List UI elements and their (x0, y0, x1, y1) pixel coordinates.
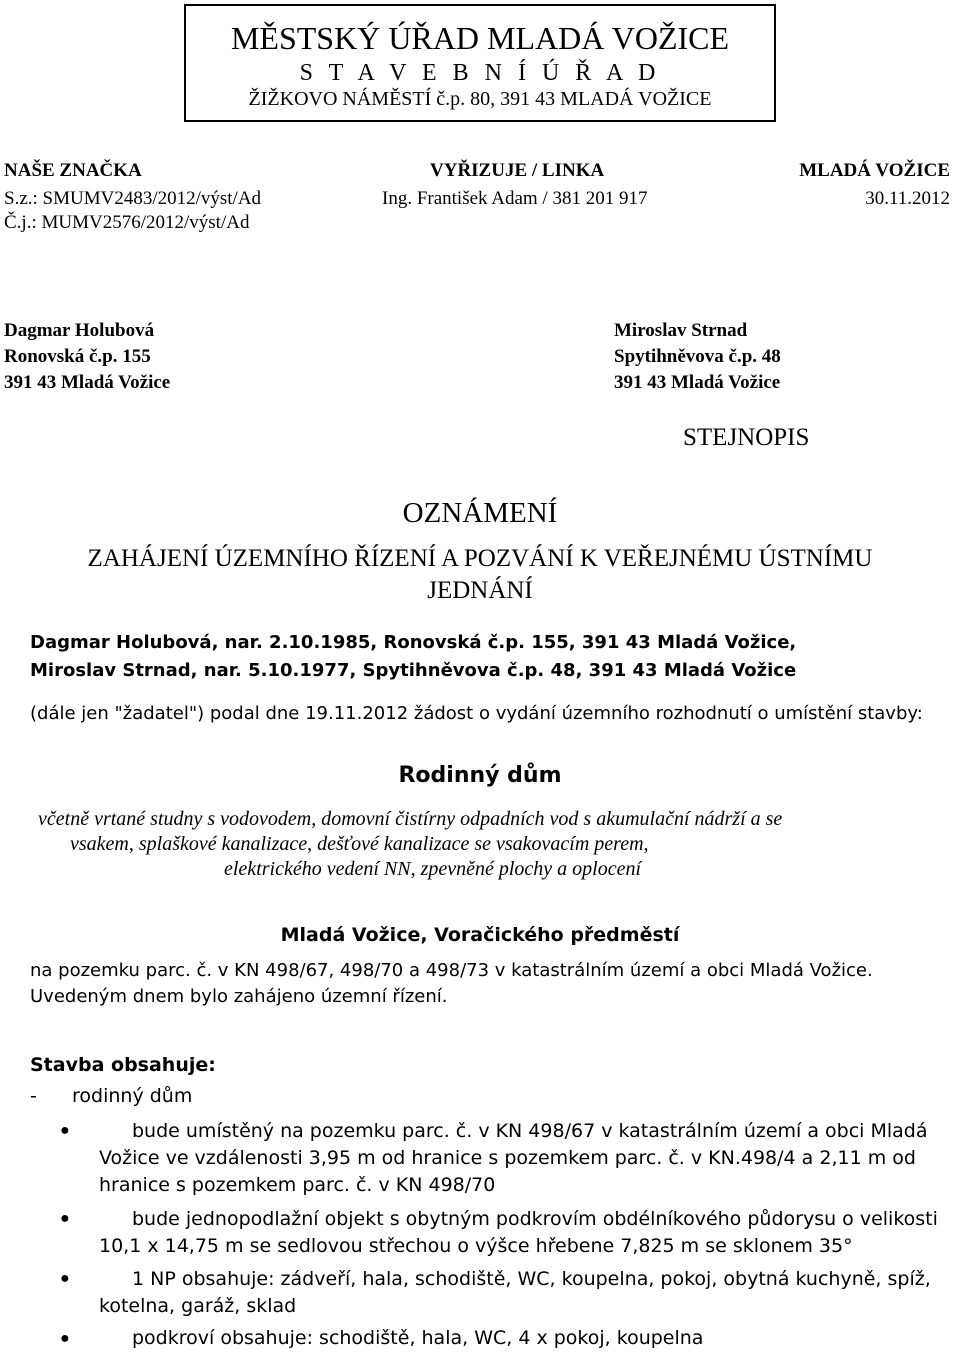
bullet-icon: ● (60, 1330, 70, 1347)
recipient-1-name: Dagmar Holubová (4, 320, 155, 341)
list-item (99, 1325, 939, 1352)
bullet-icon: ● (60, 1270, 70, 1287)
place-label: MLADÁ VOŽICE (799, 160, 950, 181)
applicant-1: Dagmar Holubová, nar. 2.10.1985, Ronovská č.p. 155, 391 43 Mladá Vožice, (30, 632, 797, 653)
procedure-started-text: Uvedeným dnem bylo zahájeno územní řízení. (30, 986, 448, 1007)
department-name: S T A V E B N Í Ú Ř A D (299, 60, 661, 86)
office-address: ŽIŽKOVO NÁMĚSTÍ č.p. 80, 391 43 MLADÁ VOŽICE (248, 88, 712, 110)
list-item (99, 1206, 939, 1260)
building-location: Mladá Vožice, Voračického předměstí (280, 924, 680, 946)
list-item-rest: Vožice ve vzdálenosti 3,95 m od hranice s pozemkem parc. č. v KN.498/4 a 2,11 m od hranice s pozemkem parc. č. v KN 498/70 (99, 1147, 916, 1196)
list-item-lead: bude umístěný na pozemku parc. č. v KN 498/67 v katastrálním území a obci Mladá (132, 1120, 928, 1142)
office-header (184, 4, 776, 122)
copy-stamp: STEJNOPIS (683, 424, 810, 451)
recipient-2-name: Miroslav Strnad (614, 320, 748, 341)
handled-by: Ing. František Adam / 381 201 917 (382, 188, 648, 209)
request-paragraph: (dále jen "žadatel") podal dne 19.11.2012 žádost o vydání územního rozhodnutí o umístění stavby: (30, 703, 923, 724)
contains-heading: Stavba obsahuje: (30, 1054, 216, 1076)
list-item-lead: 1 NP obsahuje: zádveří, hala, schodiště, WC, koupelna, pokoj, obytná kuchyně, spíž, (132, 1268, 931, 1290)
recipient-2-street: Spytihněvova č.p. 48 (614, 346, 781, 367)
recipient-2-city: 391 43 Mladá Vožice (614, 372, 781, 393)
document-subject: ZAHÁJENÍ ÚZEMNÍHO ŘÍZENÍ A POZVÁNÍ K VEŘEJNÉMU ÚSTNÍMU (87, 545, 873, 572)
recipient-1-city: 391 43 Mladá Vožice (4, 372, 171, 393)
handled-by-label: VYŘIZUJE / LINKA (430, 160, 605, 181)
list-dash: - (30, 1085, 37, 1107)
our-ref-label: NAŠE ZNAČKA (4, 160, 142, 181)
contains-item: rodinný dům (72, 1085, 193, 1107)
applicant-2: Miroslav Strnad, nar. 5.10.1977, Spytihněvova č.p. 48, 391 43 Mladá Vožice (30, 660, 797, 681)
building-desc-line-3: elektrického vedení NN, zpevněné plochy a oplocení (224, 858, 642, 880)
file-number: S.z.: SMUMV2483/2012/výst/Ad (4, 188, 262, 209)
list-item (99, 1118, 939, 1199)
list-item-lead: bude jednopodlažní objekt s obytným podkrovím obdélníkového půdorysu o velikosti (132, 1208, 938, 1230)
office-name: MĚSTSKÝ ÚŘAD MLADÁ VOŽICE (230, 20, 730, 56)
list-item-rest: kotelna, garáž, sklad (99, 1295, 297, 1317)
bullet-icon: ● (60, 1122, 70, 1139)
building-desc-line-2: vsakem, splaškové kanalizace, dešťové kanalizace se vsakovacím perem, (70, 833, 649, 855)
bullet-icon: ● (60, 1210, 70, 1227)
building-desc-line-1: včetně vrtané studny s vodovodem, domovní čistírny odpadních vod s akumulační nádrží a se (38, 808, 783, 830)
reference-number: Č.j.: MUMV2576/2012/výst/Ad (4, 212, 250, 233)
document-subject-cont: JEDNÁNÍ (427, 577, 533, 604)
recipient-1-street: Ronovská č.p. 155 (4, 346, 151, 367)
list-item (99, 1266, 939, 1320)
building-name: Rodinný dům (398, 763, 562, 788)
document-date: 30.11.2012 (865, 188, 950, 209)
list-item-rest: 10,1 x 14,75 m se sedlovou střechou o výšce hřebene 7,825 m se sklonem 35° (99, 1235, 853, 1257)
list-item-lead: podkroví obsahuje: schodiště, hala, WC, 4 x pokoj, koupelna (132, 1327, 704, 1349)
parcel-text: na pozemku parc. č. v KN 498/67, 498/70 a 498/73 v katastrálním území a obci Mladá Vožice. (30, 960, 873, 981)
document-title: OZNÁMENÍ (402, 497, 558, 529)
